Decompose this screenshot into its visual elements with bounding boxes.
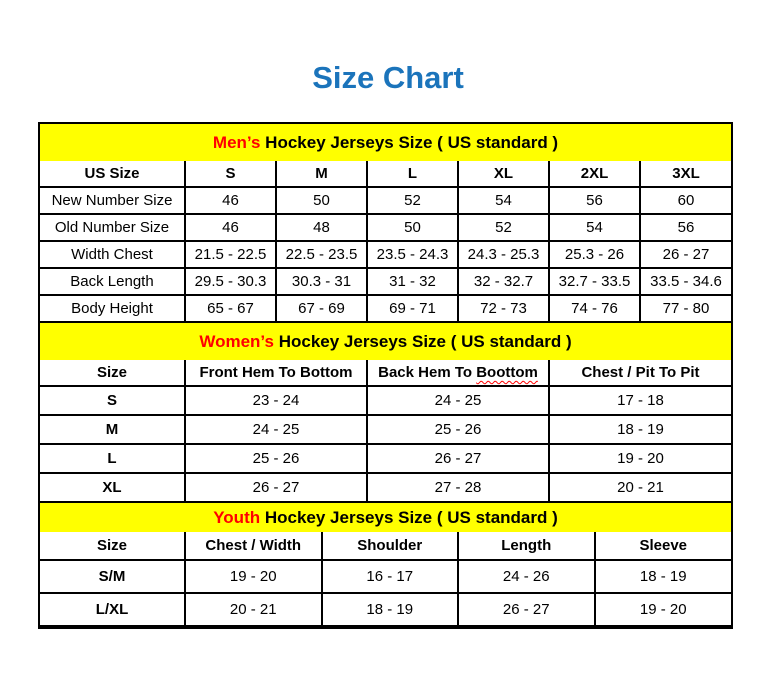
section-label-womens: Women’s bbox=[199, 332, 274, 351]
table-cell: 17 - 18 bbox=[549, 386, 731, 415]
table-cell: 77 - 80 bbox=[640, 295, 731, 322]
womens-size-table bbox=[40, 360, 731, 503]
table-cell: 56 bbox=[549, 187, 640, 214]
table-row bbox=[40, 560, 731, 593]
table-cell: 56 bbox=[640, 214, 731, 241]
table-header-row bbox=[40, 161, 731, 187]
table-row bbox=[40, 415, 731, 444]
table-cell: 29.5 - 30.3 bbox=[185, 268, 276, 295]
table-cell: 16 - 17 bbox=[322, 560, 459, 593]
table-row bbox=[40, 444, 731, 473]
table-row bbox=[40, 187, 731, 214]
table-cell: 23.5 - 24.3 bbox=[367, 241, 458, 268]
column-header: Size bbox=[40, 532, 185, 560]
column-header: Shoulder bbox=[322, 532, 459, 560]
column-header: Size bbox=[40, 360, 185, 386]
table-cell: 50 bbox=[367, 214, 458, 241]
table-cell: 19 - 20 bbox=[185, 560, 322, 593]
row-label: M bbox=[40, 415, 185, 444]
table-row bbox=[40, 473, 731, 502]
row-label: L/XL bbox=[40, 593, 185, 626]
table-header-row bbox=[40, 532, 731, 560]
table-cell: 48 bbox=[276, 214, 367, 241]
row-label: New Number Size bbox=[40, 187, 185, 214]
column-header: Length bbox=[458, 532, 595, 560]
table-cell: 31 - 32 bbox=[367, 268, 458, 295]
table-row bbox=[40, 241, 731, 268]
section-title-womens: Hockey Jerseys Size ( US standard ) bbox=[273, 332, 572, 351]
table-cell: 50 bbox=[276, 187, 367, 214]
section-header-youth bbox=[40, 503, 731, 532]
table-cell: 18 - 19 bbox=[595, 560, 732, 593]
page-title: Size Chart bbox=[312, 60, 464, 95]
section-title-mens: Hockey Jerseys Size ( US standard ) bbox=[260, 133, 559, 152]
table-cell: 24.3 - 25.3 bbox=[458, 241, 549, 268]
table-cell: 25 - 26 bbox=[367, 415, 549, 444]
size-chart bbox=[38, 122, 733, 629]
table-cell: 33.5 - 34.6 bbox=[640, 268, 731, 295]
row-label: Width Chest bbox=[40, 241, 185, 268]
table-cell: 54 bbox=[549, 214, 640, 241]
table-cell: 23 - 24 bbox=[185, 386, 367, 415]
table-cell: 26 - 27 bbox=[185, 473, 367, 502]
column-header: 2XL bbox=[549, 161, 640, 187]
table-cell: 24 - 25 bbox=[185, 415, 367, 444]
column-header: 3XL bbox=[640, 161, 731, 187]
section-label-mens: Men’s bbox=[212, 133, 261, 152]
table-row bbox=[40, 386, 731, 415]
table-cell: 54 bbox=[458, 187, 549, 214]
column-header: Sleeve bbox=[595, 532, 732, 560]
table-cell: 26 - 27 bbox=[367, 444, 549, 473]
table-cell: 65 - 67 bbox=[185, 295, 276, 322]
table-cell: 27 - 28 bbox=[367, 473, 549, 502]
column-header: Chest / Pit To Pit bbox=[549, 360, 731, 386]
table-cell: 30.3 - 31 bbox=[276, 268, 367, 295]
table-cell: 25 - 26 bbox=[185, 444, 367, 473]
row-label: Old Number Size bbox=[40, 214, 185, 241]
column-header: M bbox=[276, 161, 367, 187]
section-label-youth: Youth bbox=[213, 508, 261, 527]
column-header: XL bbox=[458, 161, 549, 187]
table-cell: 26 - 27 bbox=[458, 593, 595, 626]
row-label: S bbox=[40, 386, 185, 415]
table-cell: 19 - 20 bbox=[595, 593, 732, 626]
column-header: S bbox=[185, 161, 276, 187]
column-header-text: Back Hem To bbox=[378, 364, 477, 381]
row-label: L bbox=[40, 444, 185, 473]
table-cell: 21.5 - 22.5 bbox=[185, 241, 276, 268]
table-cell: 46 bbox=[185, 187, 276, 214]
column-header bbox=[367, 360, 549, 386]
column-header: US Size bbox=[40, 161, 185, 187]
table-cell: 72 - 73 bbox=[458, 295, 549, 322]
row-label: Body Height bbox=[40, 295, 185, 322]
table-cell: 60 bbox=[640, 187, 731, 214]
mens-size-table bbox=[40, 161, 731, 323]
table-cell: 22.5 - 23.5 bbox=[276, 241, 367, 268]
row-label: S/M bbox=[40, 560, 185, 593]
table-cell: 18 - 19 bbox=[322, 593, 459, 626]
table-cell: 19 - 20 bbox=[549, 444, 731, 473]
table-cell: 69 - 71 bbox=[367, 295, 458, 322]
table-cell: 74 - 76 bbox=[549, 295, 640, 322]
table-row bbox=[40, 214, 731, 241]
table-cell: 67 - 69 bbox=[276, 295, 367, 322]
table-row bbox=[40, 295, 731, 322]
misspelled-word: Boottom bbox=[476, 364, 538, 381]
table-cell: 46 bbox=[185, 214, 276, 241]
table-cell: 26 - 27 bbox=[640, 241, 731, 268]
table-cell: 18 - 19 bbox=[549, 415, 731, 444]
table-cell: 20 - 21 bbox=[185, 593, 322, 626]
table-header-row bbox=[40, 360, 731, 386]
youth-size-table bbox=[40, 532, 731, 627]
table-cell: 32.7 - 33.5 bbox=[549, 268, 640, 295]
table-cell: 20 - 21 bbox=[549, 473, 731, 502]
table-cell: 32 - 32.7 bbox=[458, 268, 549, 295]
column-header: Chest / Width bbox=[185, 532, 322, 560]
table-row bbox=[40, 593, 731, 626]
table-cell: 24 - 26 bbox=[458, 560, 595, 593]
table-row bbox=[40, 268, 731, 295]
table-cell: 52 bbox=[367, 187, 458, 214]
section-header-womens bbox=[40, 323, 731, 360]
section-header-mens bbox=[40, 124, 731, 161]
table-cell: 25.3 - 26 bbox=[549, 241, 640, 268]
column-header: Front Hem To Bottom bbox=[185, 360, 367, 386]
row-label: Back Length bbox=[40, 268, 185, 295]
table-cell: 52 bbox=[458, 214, 549, 241]
section-title-youth: Hockey Jerseys Size ( US standard ) bbox=[260, 508, 558, 527]
column-header: L bbox=[367, 161, 458, 187]
table-cell: 24 - 25 bbox=[367, 386, 549, 415]
row-label: XL bbox=[40, 473, 185, 502]
